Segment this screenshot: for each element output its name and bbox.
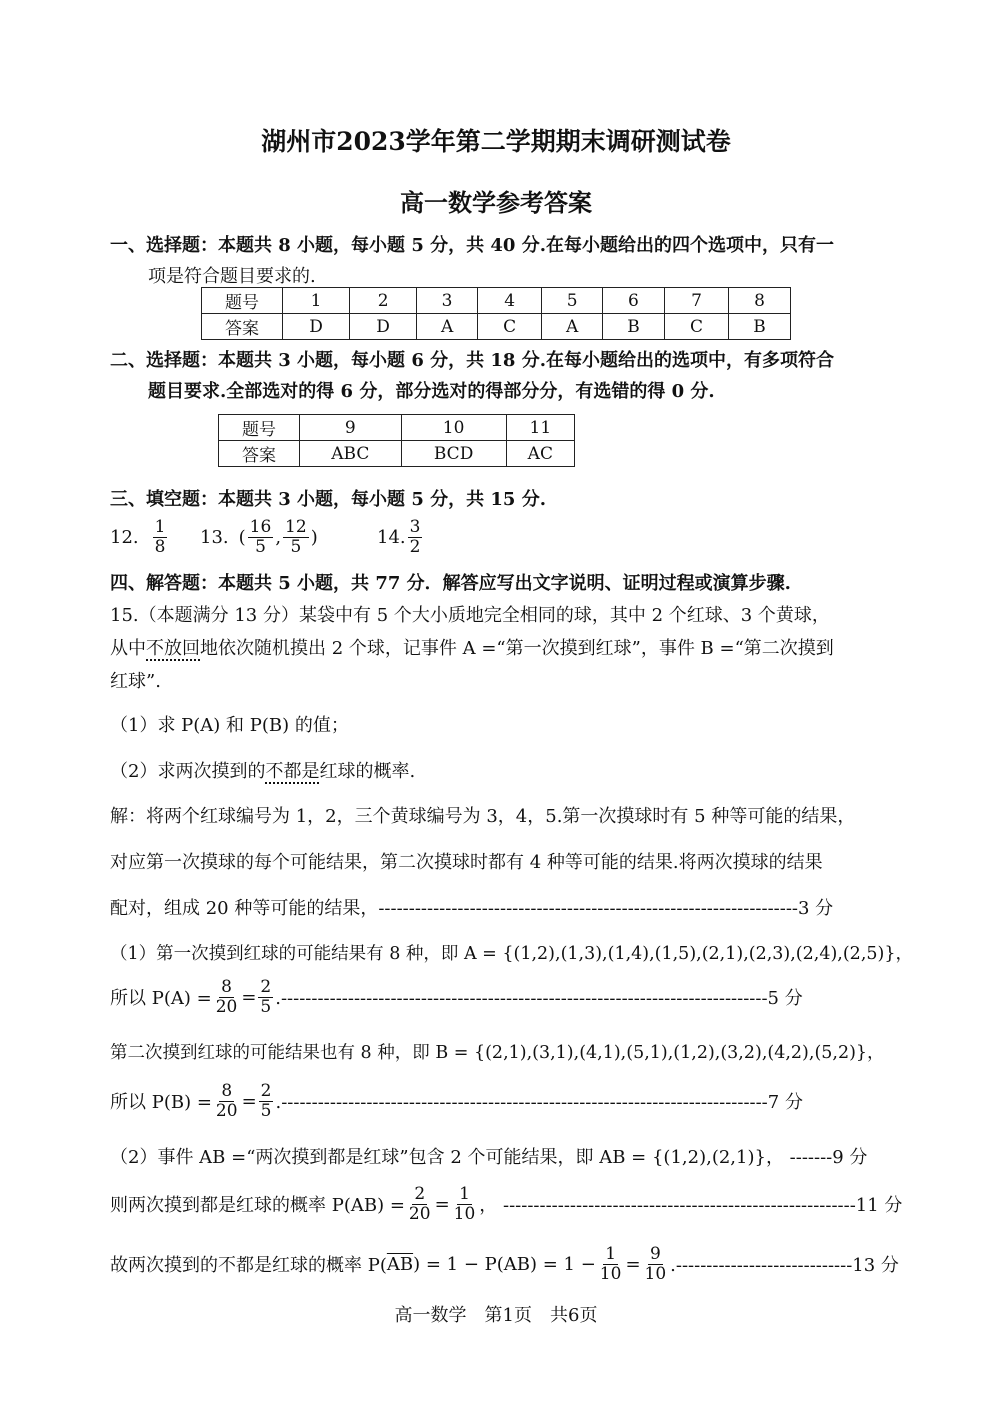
answer-cell: B <box>729 314 791 340</box>
answer-cell: A <box>542 314 603 340</box>
paren-close: ) <box>310 526 318 548</box>
answer-cell: C <box>478 314 542 340</box>
denominator: 10 <box>599 1263 622 1284</box>
emphasis-dotted: 不都是 <box>265 761 320 782</box>
table-row <box>219 415 575 441</box>
solution-event-a: （1）第一次摸到红球的可能结果有 8 种，即 A = {(1,2),(1,3),(1,4),(1,5),(2,1),(2,3),(2,4),(2,5)}， <box>110 944 913 964</box>
text-span: （2）求两次摸到的 <box>110 761 266 782</box>
question-number: 11 <box>506 415 574 441</box>
section2-heading-line1: 二、选择题：本题共 3 小题，每小题 6 分，共 18 分.在每小题给出的选项中，有多项符合 <box>110 350 834 371</box>
text-span: 所以 P(A) = <box>110 988 212 1009</box>
question-number: 7 <box>664 288 728 314</box>
table-row <box>219 441 575 467</box>
section4-heading: 四、解答题：本题共 5 小题，共 77 分．解答应写出文字说明、证明过程或演算步骤. <box>110 573 791 594</box>
numerator: 8 <box>221 976 232 997</box>
text-span: 所以 P(B) = <box>110 1092 212 1113</box>
table-row <box>202 314 791 340</box>
fraction <box>283 518 309 557</box>
denominator: 2 <box>409 536 421 557</box>
page-footer: 高一数学 第1页 共6页 <box>394 1305 598 1326</box>
question-number: 9 <box>300 415 402 441</box>
table-row-label: 题号 <box>202 288 283 314</box>
text-span: 从中 <box>110 638 146 659</box>
answer-12 <box>110 514 169 560</box>
answer-table-1 <box>201 287 791 340</box>
fraction <box>407 1185 433 1224</box>
q15-stem-line1: 15.（本题满分 13 分）某袋中有 5 个大小质地完全相同的球，其中 2 个红球、3 个黄球， <box>110 605 830 626</box>
text-span: 地依次随机摸出 2 个球，记事件 A =“第一次摸到红球”，事件 B =“第二次摸到 <box>200 638 834 659</box>
answer-13 <box>200 514 318 560</box>
answer-cell: ABC <box>300 441 402 467</box>
denominator: 5 <box>260 996 272 1017</box>
q15-part1: （1）求 P(A) 和 P(B) 的值； <box>110 715 349 736</box>
denominator: 5 <box>260 1100 272 1121</box>
solution-line2: 对应第一次摸球的每个可能结果，第二次摸球时都有 4 种等可能的结果.将两次摸球的结果 <box>110 852 823 873</box>
question-number: 3 <box>417 288 478 314</box>
solution-pa <box>110 974 803 1020</box>
question-number: 4 <box>478 288 542 314</box>
numerator: 1 <box>459 1183 470 1204</box>
table-row-label: 题号 <box>219 415 300 441</box>
q15-stem-line2 <box>110 634 834 660</box>
fraction <box>598 1245 624 1284</box>
section3-heading: 三、填空题：本题共 3 小题，每小题 5 分，共 15 分. <box>110 489 546 510</box>
fraction <box>643 1245 669 1284</box>
question-number: 5 <box>542 288 603 314</box>
answer-cell: AC <box>506 441 574 467</box>
question-number: 6 <box>603 288 665 314</box>
table-row <box>202 288 791 314</box>
q15-stem-line3: 红球”. <box>110 671 161 692</box>
text-span: ， ----------------------------------------------------------11 分 <box>479 1195 903 1216</box>
question-number: 1 <box>283 288 350 314</box>
numerator: 9 <box>649 1243 661 1264</box>
text-span: .--------------------------------------------------------------------------------5 分 <box>275 988 803 1009</box>
question-number: 2 <box>350 288 417 314</box>
section1-heading-line2: 项是符合题目要求的. <box>148 266 316 287</box>
fraction <box>452 1185 478 1224</box>
question-label: 14. <box>377 526 406 548</box>
answer-cell: B <box>603 314 665 340</box>
numerator: 8 <box>221 1080 233 1101</box>
fraction <box>408 518 423 557</box>
solution-event-ab: （2）事件 AB =“两次摸到都是红球”包含 2 个可能结果，即 AB = {(1,2),(2,1)}， -------9 分 <box>110 1147 868 1168</box>
text-span: .--------------------------------------------------------------------------------7 分 <box>275 1092 803 1113</box>
table-row-label: 答案 <box>219 441 300 467</box>
answer-cell: A <box>417 314 478 340</box>
section1-heading-line1: 一、选择题：本题共 8 小题，每小题 5 分，共 40 分.在每小题给出的四个选项中，只有一 <box>110 235 834 256</box>
text-span: .-----------------------------13 分 <box>670 1255 899 1276</box>
answer-table-2 <box>218 414 575 467</box>
denominator: 20 <box>215 1100 238 1121</box>
solution-pab <box>110 1181 902 1227</box>
fraction <box>153 518 168 557</box>
numerator: 3 <box>409 516 421 537</box>
comma: , <box>275 526 282 548</box>
denominator: 10 <box>453 1203 476 1224</box>
denominator: 5 <box>255 536 266 557</box>
fraction <box>259 1082 274 1121</box>
page-subtitle: 高一数学参考答案 <box>400 188 592 217</box>
fraction <box>258 978 273 1017</box>
equals: = <box>241 986 257 1008</box>
text-span: 红球的概率. <box>319 761 416 782</box>
complement-event: $\overline{AB}$ <box>386 1253 414 1275</box>
numerator: 1 <box>605 1243 617 1264</box>
fraction <box>214 978 240 1017</box>
solution-final <box>110 1241 899 1287</box>
numerator: 2 <box>414 1183 426 1204</box>
answer-cell: C <box>664 314 728 340</box>
emphasis-dotted: 不放回 <box>146 638 200 659</box>
solution-line1: 解：将两个红球编号为 1，2，三个黄球编号为 3，4，5.第一次摸球时有 5 种等可能的结果， <box>110 806 856 827</box>
text-span: 则两次摸到都是红球的概率 P(AB) = <box>110 1195 405 1216</box>
denominator: 20 <box>408 1203 431 1224</box>
numerator: 16 <box>249 516 272 537</box>
fraction <box>248 518 274 557</box>
equals: = <box>625 1253 641 1275</box>
text-span: 故两次摸到的不都是红球的概率 P( <box>110 1255 387 1276</box>
answer-cell: D <box>350 314 417 340</box>
fraction <box>214 1082 240 1121</box>
question-label: 13. <box>200 526 229 548</box>
question-label: 12. <box>110 526 139 548</box>
denominator: 10 <box>644 1263 667 1284</box>
question-number: 8 <box>729 288 791 314</box>
equals: = <box>434 1193 450 1215</box>
answer-cell: BCD <box>401 441 506 467</box>
answer-cell: D <box>283 314 350 340</box>
numerator: 12 <box>285 516 307 537</box>
answer-14 <box>377 514 424 560</box>
solution-event-b: 第二次摸到红球的可能结果也有 8 种，即 B = {(2,1),(3,1),(4,1),(5,1),(1,2),(3,2),(4,2),(5,2)}， <box>110 1043 885 1063</box>
text-span: ) = 1 − P(AB) = 1 − <box>413 1253 596 1275</box>
solution-line3: 配对，组成 20 种等可能的结果，---------------------------------------------------------------------3 分 <box>110 898 834 919</box>
paren-open: ( <box>238 526 246 548</box>
numerator: 2 <box>260 1080 272 1101</box>
denominator: 5 <box>290 536 302 557</box>
denominator: 20 <box>215 996 238 1017</box>
page-title: 湖州市2023学年第二学期期末调研测试卷 <box>261 127 731 156</box>
question-number: 10 <box>401 415 506 441</box>
equals: = <box>241 1090 257 1112</box>
q15-part2 <box>110 757 415 783</box>
denominator: 8 <box>154 536 166 557</box>
solution-pb <box>110 1078 803 1124</box>
table-row-label: 答案 <box>202 314 283 340</box>
section2-heading-line2: 题目要求.全部选对的得 6 分，部分选对的得部分分，有选错的得 0 分. <box>148 381 715 402</box>
numerator: 1 <box>154 516 166 537</box>
numerator: 2 <box>260 976 272 997</box>
